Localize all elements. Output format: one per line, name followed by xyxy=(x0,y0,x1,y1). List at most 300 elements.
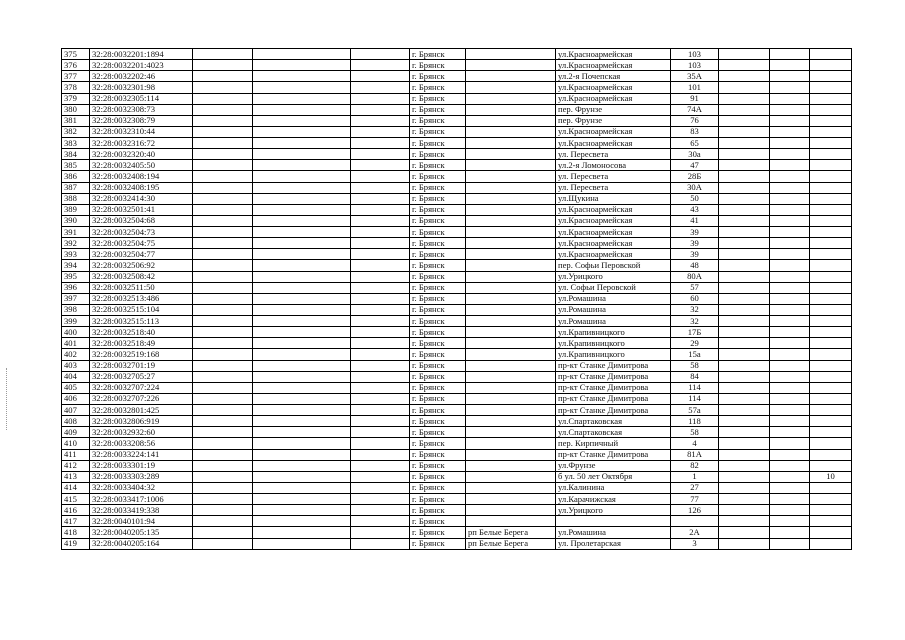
cadastral-number: 32:28:0040101:94 xyxy=(90,516,193,527)
house-number: 3 xyxy=(671,538,719,549)
cadastral-number: 32:28:0033417:1006 xyxy=(90,494,193,505)
blank-col-11 xyxy=(770,327,810,338)
row-number: 398 xyxy=(62,304,90,315)
blank-col-5 xyxy=(351,238,410,249)
city: г. Брянск xyxy=(410,382,466,393)
house-number: 57а xyxy=(671,405,719,416)
row-number: 407 xyxy=(62,405,90,416)
house-number: 48 xyxy=(671,260,719,271)
blank-col-10 xyxy=(719,427,770,438)
blank-col-5 xyxy=(351,49,410,60)
blank-col-3 xyxy=(193,538,253,549)
cadastral-number: 32:28:0032310:44 xyxy=(90,126,193,137)
city: г. Брянск xyxy=(410,171,466,182)
blank-col-4 xyxy=(253,449,351,460)
blank-col-10 xyxy=(719,93,770,104)
blank-col-5 xyxy=(351,282,410,293)
blank-col-4 xyxy=(253,327,351,338)
table-row xyxy=(62,349,852,360)
house-number: 1 xyxy=(671,471,719,482)
row-number: 394 xyxy=(62,260,90,271)
row-number: 382 xyxy=(62,126,90,137)
row-number: 415 xyxy=(62,494,90,505)
cadastral-number: 32:28:0032308:73 xyxy=(90,104,193,115)
table-row xyxy=(62,82,852,93)
blank-col-10 xyxy=(719,460,770,471)
table-row xyxy=(62,449,852,460)
table-row xyxy=(62,115,852,126)
blank-col-3 xyxy=(193,227,253,238)
blank-col-4 xyxy=(253,71,351,82)
table-row xyxy=(62,505,852,516)
blank-col-3 xyxy=(193,460,253,471)
extra-value xyxy=(810,494,852,505)
blank-col-10 xyxy=(719,204,770,215)
house-number: 39 xyxy=(671,227,719,238)
cadastral-number: 32:28:0040205:164 xyxy=(90,538,193,549)
settlement xyxy=(466,115,556,126)
blank-col-3 xyxy=(193,327,253,338)
blank-col-5 xyxy=(351,527,410,538)
street: ул.Крапивницкого xyxy=(556,349,671,360)
blank-col-3 xyxy=(193,293,253,304)
settlement xyxy=(466,293,556,304)
cadastral-number: 32:28:0032801:425 xyxy=(90,405,193,416)
table-row xyxy=(62,405,852,416)
house-number: 114 xyxy=(671,382,719,393)
table-row xyxy=(62,182,852,193)
street: ул.Урицкого xyxy=(556,271,671,282)
blank-col-11 xyxy=(770,449,810,460)
city: г. Брянск xyxy=(410,249,466,260)
cadastral-number: 32:28:0032504:77 xyxy=(90,249,193,260)
blank-col-5 xyxy=(351,160,410,171)
street: ул.Красноармейская xyxy=(556,227,671,238)
street: ул.Ромашина xyxy=(556,527,671,538)
extra-value xyxy=(810,104,852,115)
row-number: 412 xyxy=(62,460,90,471)
blank-col-11 xyxy=(770,149,810,160)
blank-col-10 xyxy=(719,126,770,137)
extra-value xyxy=(810,115,852,126)
row-number: 408 xyxy=(62,416,90,427)
blank-col-5 xyxy=(351,338,410,349)
city: г. Брянск xyxy=(410,126,466,137)
blank-col-10 xyxy=(719,260,770,271)
blank-col-4 xyxy=(253,149,351,160)
street: ул.Ромашина xyxy=(556,304,671,315)
cadastral-number: 32:28:0032504:73 xyxy=(90,227,193,238)
city: г. Брянск xyxy=(410,238,466,249)
blank-col-10 xyxy=(719,382,770,393)
blank-col-3 xyxy=(193,382,253,393)
settlement xyxy=(466,349,556,360)
settlement xyxy=(466,438,556,449)
table-row xyxy=(62,360,852,371)
row-number: 399 xyxy=(62,316,90,327)
blank-col-3 xyxy=(193,82,253,93)
house-number: 118 xyxy=(671,416,719,427)
blank-col-4 xyxy=(253,393,351,404)
table-row xyxy=(62,338,852,349)
street: ул.Карачижская xyxy=(556,494,671,505)
blank-col-3 xyxy=(193,193,253,204)
blank-col-10 xyxy=(719,371,770,382)
blank-col-10 xyxy=(719,171,770,182)
settlement xyxy=(466,282,556,293)
blank-col-3 xyxy=(193,494,253,505)
house-number: 103 xyxy=(671,60,719,71)
city: г. Брянск xyxy=(410,193,466,204)
row-number: 416 xyxy=(62,505,90,516)
blank-col-11 xyxy=(770,93,810,104)
street: ул.Красноармейская xyxy=(556,49,671,60)
street: ул.Красноармейская xyxy=(556,138,671,149)
house-number: 15а xyxy=(671,349,719,360)
city: г. Брянск xyxy=(410,293,466,304)
house-number: 81А xyxy=(671,449,719,460)
house-number: 114 xyxy=(671,393,719,404)
street: ул.Красноармейская xyxy=(556,126,671,137)
blank-col-3 xyxy=(193,238,253,249)
street: ул.Красноармейская xyxy=(556,238,671,249)
city: г. Брянск xyxy=(410,538,466,549)
cadastral-number: 32:28:0032305:114 xyxy=(90,93,193,104)
blank-col-4 xyxy=(253,416,351,427)
city: г. Брянск xyxy=(410,371,466,382)
blank-col-5 xyxy=(351,449,410,460)
blank-col-3 xyxy=(193,360,253,371)
blank-col-5 xyxy=(351,215,410,226)
row-number: 413 xyxy=(62,471,90,482)
blank-col-3 xyxy=(193,49,253,60)
blank-col-3 xyxy=(193,282,253,293)
blank-col-5 xyxy=(351,126,410,137)
blank-col-4 xyxy=(253,382,351,393)
settlement xyxy=(466,126,556,137)
blank-col-4 xyxy=(253,304,351,315)
blank-col-11 xyxy=(770,427,810,438)
blank-col-10 xyxy=(719,505,770,516)
cadastral-number: 32:28:0032405:50 xyxy=(90,160,193,171)
house-number: 32 xyxy=(671,304,719,315)
blank-col-10 xyxy=(719,516,770,527)
city: г. Брянск xyxy=(410,338,466,349)
settlement: рп Белые Берега xyxy=(466,527,556,538)
settlement xyxy=(466,182,556,193)
blank-col-11 xyxy=(770,494,810,505)
blank-col-5 xyxy=(351,304,410,315)
blank-col-11 xyxy=(770,238,810,249)
street: пр-кт Станке Димитрова xyxy=(556,360,671,371)
blank-col-4 xyxy=(253,260,351,271)
street: ул.Крапивницкого xyxy=(556,338,671,349)
blank-col-11 xyxy=(770,71,810,82)
settlement xyxy=(466,193,556,204)
blank-col-10 xyxy=(719,249,770,260)
table-row xyxy=(62,293,852,304)
city: г. Брянск xyxy=(410,449,466,460)
table-row xyxy=(62,126,852,137)
blank-col-3 xyxy=(193,138,253,149)
blank-col-3 xyxy=(193,249,253,260)
extra-value xyxy=(810,171,852,182)
street: ул.Калинина xyxy=(556,482,671,493)
blank-col-5 xyxy=(351,327,410,338)
settlement xyxy=(466,260,556,271)
blank-col-11 xyxy=(770,271,810,282)
table-row xyxy=(62,238,852,249)
row-number: 390 xyxy=(62,215,90,226)
blank-col-10 xyxy=(719,60,770,71)
city: г. Брянск xyxy=(410,71,466,82)
house-number: 91 xyxy=(671,93,719,104)
row-number: 383 xyxy=(62,138,90,149)
blank-col-4 xyxy=(253,471,351,482)
blank-col-11 xyxy=(770,460,810,471)
settlement xyxy=(466,482,556,493)
table-row xyxy=(62,438,852,449)
row-number: 400 xyxy=(62,327,90,338)
extra-value xyxy=(810,160,852,171)
extra-value xyxy=(810,349,852,360)
settlement xyxy=(466,71,556,82)
blank-col-4 xyxy=(253,482,351,493)
cadastral-number: 32:28:0033303:289 xyxy=(90,471,193,482)
row-number: 379 xyxy=(62,93,90,104)
blank-col-3 xyxy=(193,393,253,404)
blank-col-10 xyxy=(719,349,770,360)
settlement xyxy=(466,393,556,404)
blank-col-10 xyxy=(719,282,770,293)
blank-col-4 xyxy=(253,460,351,471)
cadastral-number: 32:28:0032414:30 xyxy=(90,193,193,204)
settlement xyxy=(466,271,556,282)
blank-col-3 xyxy=(193,304,253,315)
city: г. Брянск xyxy=(410,349,466,360)
blank-col-11 xyxy=(770,49,810,60)
table-row xyxy=(62,371,852,382)
blank-col-5 xyxy=(351,260,410,271)
settlement xyxy=(466,416,556,427)
street: ул.Крапивницкого xyxy=(556,327,671,338)
blank-col-11 xyxy=(770,249,810,260)
city: г. Брянск xyxy=(410,271,466,282)
street: ул.Красноармейская xyxy=(556,82,671,93)
blank-col-5 xyxy=(351,316,410,327)
house-number: 4 xyxy=(671,438,719,449)
blank-col-4 xyxy=(253,49,351,60)
city: г. Брянск xyxy=(410,494,466,505)
blank-col-4 xyxy=(253,438,351,449)
row-number: 385 xyxy=(62,160,90,171)
cadastral-number: 32:28:0033404:32 xyxy=(90,482,193,493)
row-number: 386 xyxy=(62,171,90,182)
settlement xyxy=(466,516,556,527)
row-number: 404 xyxy=(62,371,90,382)
row-number: 392 xyxy=(62,238,90,249)
city: г. Брянск xyxy=(410,482,466,493)
row-number: 406 xyxy=(62,393,90,404)
blank-col-3 xyxy=(193,405,253,416)
blank-col-11 xyxy=(770,126,810,137)
house-number: 77 xyxy=(671,494,719,505)
blank-col-11 xyxy=(770,438,810,449)
table-row xyxy=(62,304,852,315)
blank-col-4 xyxy=(253,494,351,505)
street: ул. Пролетарская xyxy=(556,538,671,549)
settlement xyxy=(466,338,556,349)
blank-col-4 xyxy=(253,249,351,260)
blank-col-3 xyxy=(193,438,253,449)
cadastral-number: 32:28:0032408:195 xyxy=(90,182,193,193)
cadastral-number: 32:28:0033208:56 xyxy=(90,438,193,449)
settlement xyxy=(466,316,556,327)
cadastral-number: 32:28:0032511:50 xyxy=(90,282,193,293)
extra-value xyxy=(810,293,852,304)
blank-col-5 xyxy=(351,460,410,471)
blank-col-3 xyxy=(193,271,253,282)
blank-col-5 xyxy=(351,416,410,427)
blank-col-3 xyxy=(193,338,253,349)
extra-value xyxy=(810,405,852,416)
cadastral-number: 32:28:0032518:49 xyxy=(90,338,193,349)
row-number: 409 xyxy=(62,427,90,438)
street: пер. Кирпичный xyxy=(556,438,671,449)
street: пр-кт Станке Димитрова xyxy=(556,449,671,460)
house-number: 32 xyxy=(671,316,719,327)
cadastral-number: 32:28:0032519:168 xyxy=(90,349,193,360)
blank-col-11 xyxy=(770,538,810,549)
cadastral-number: 32:28:0032515:113 xyxy=(90,316,193,327)
blank-col-11 xyxy=(770,304,810,315)
cadastral-number: 32:28:0040205:135 xyxy=(90,527,193,538)
cadastral-number: 32:28:0032701:19 xyxy=(90,360,193,371)
blank-col-10 xyxy=(719,293,770,304)
settlement xyxy=(466,471,556,482)
blank-col-3 xyxy=(193,149,253,160)
blank-col-5 xyxy=(351,427,410,438)
blank-col-4 xyxy=(253,516,351,527)
extra-value xyxy=(810,327,852,338)
table-row xyxy=(62,382,852,393)
settlement xyxy=(466,505,556,516)
blank-col-5 xyxy=(351,471,410,482)
extra-value xyxy=(810,338,852,349)
extra-value xyxy=(810,382,852,393)
street: ул.Ромашина xyxy=(556,316,671,327)
city: г. Брянск xyxy=(410,160,466,171)
settlement xyxy=(466,49,556,60)
row-number: 405 xyxy=(62,382,90,393)
blank-col-11 xyxy=(770,171,810,182)
city: г. Брянск xyxy=(410,138,466,149)
row-number: 397 xyxy=(62,293,90,304)
city: г. Брянск xyxy=(410,182,466,193)
blank-col-11 xyxy=(770,371,810,382)
cadastral-number: 32:28:0032316:72 xyxy=(90,138,193,149)
extra-value xyxy=(810,527,852,538)
row-number: 376 xyxy=(62,60,90,71)
street xyxy=(556,516,671,527)
row-number: 418 xyxy=(62,527,90,538)
blank-col-3 xyxy=(193,527,253,538)
settlement xyxy=(466,427,556,438)
blank-col-4 xyxy=(253,371,351,382)
street: ул.2-я Ломоносова xyxy=(556,160,671,171)
blank-col-10 xyxy=(719,527,770,538)
extra-value xyxy=(810,416,852,427)
row-number: 378 xyxy=(62,82,90,93)
city: г. Брянск xyxy=(410,316,466,327)
city: г. Брянск xyxy=(410,427,466,438)
blank-col-10 xyxy=(719,138,770,149)
blank-col-10 xyxy=(719,160,770,171)
row-number: 388 xyxy=(62,193,90,204)
blank-col-3 xyxy=(193,215,253,226)
blank-col-10 xyxy=(719,82,770,93)
row-number: 387 xyxy=(62,182,90,193)
extra-value xyxy=(810,82,852,93)
blank-col-11 xyxy=(770,282,810,293)
table-row xyxy=(62,193,852,204)
registry-table xyxy=(61,48,852,550)
street: ул.2-я Почепская xyxy=(556,71,671,82)
blank-col-3 xyxy=(193,115,253,126)
blank-col-4 xyxy=(253,193,351,204)
cadastral-number: 32:28:0032320:40 xyxy=(90,149,193,160)
extra-value xyxy=(810,149,852,160)
house-number: 28Б xyxy=(671,171,719,182)
street: ул.Спартаковская xyxy=(556,427,671,438)
margin-dots xyxy=(6,368,9,430)
extra-value xyxy=(810,282,852,293)
extra-value xyxy=(810,260,852,271)
settlement xyxy=(466,304,556,315)
row-number: 389 xyxy=(62,204,90,215)
blank-col-10 xyxy=(719,49,770,60)
blank-col-4 xyxy=(253,115,351,126)
house-number: 50 xyxy=(671,193,719,204)
row-number: 419 xyxy=(62,538,90,549)
cadastral-number: 32:28:0032508:42 xyxy=(90,271,193,282)
extra-value xyxy=(810,193,852,204)
extra-value xyxy=(810,71,852,82)
city: г. Брянск xyxy=(410,327,466,338)
house-number: 57 xyxy=(671,282,719,293)
blank-col-11 xyxy=(770,516,810,527)
table-row xyxy=(62,282,852,293)
street: ул.Красноармейская xyxy=(556,215,671,226)
blank-col-4 xyxy=(253,427,351,438)
settlement xyxy=(466,93,556,104)
blank-col-4 xyxy=(253,293,351,304)
street: ул.Красноармейская xyxy=(556,204,671,215)
blank-col-11 xyxy=(770,382,810,393)
blank-col-3 xyxy=(193,171,253,182)
blank-col-4 xyxy=(253,271,351,282)
blank-col-5 xyxy=(351,393,410,404)
blank-col-5 xyxy=(351,482,410,493)
table-row xyxy=(62,160,852,171)
house-number: 30а xyxy=(671,149,719,160)
cadastral-number: 32:28:0033301:19 xyxy=(90,460,193,471)
street: ул. Пересвета xyxy=(556,182,671,193)
blank-col-4 xyxy=(253,538,351,549)
table-row xyxy=(62,416,852,427)
city: г. Брянск xyxy=(410,104,466,115)
extra-value xyxy=(810,482,852,493)
